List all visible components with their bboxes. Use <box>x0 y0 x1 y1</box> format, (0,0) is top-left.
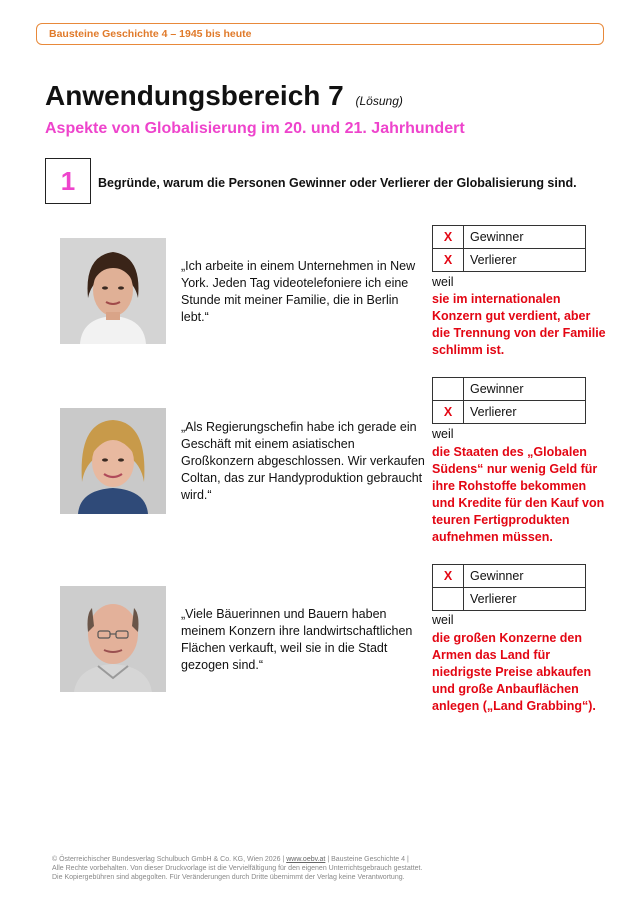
footer-line-1 <box>52 855 612 864</box>
title-sub: (Lösung) <box>355 94 403 108</box>
winner-checkbox[interactable]: X <box>433 226 464 249</box>
option-row-loser <box>433 588 586 611</box>
page-subtitle: Aspekte von Globalisierung im 20. und 21. Jahrhundert <box>45 120 465 137</box>
weil-label: weil <box>432 613 454 627</box>
choice-table-3 <box>432 564 586 611</box>
footer-line-2: Alle Rechte vorbehalten. Von dieser Druckvorlage ist die Vervielfältigung für den eigenen Unterrichtsgebrauch gestattet. <box>52 865 423 872</box>
page-footer <box>52 855 612 882</box>
answer-text-3: die großen Konzerne den Armen das Land für niedrigste Preise abkaufen und große Anbauflächen anlegen („Land Grabbing“). <box>432 631 596 713</box>
task-instruction: Begründe, warum die Personen Gewinner oder Verlierer der Globalisierung sind. <box>98 176 577 190</box>
person-portrait-woman-2 <box>60 408 166 514</box>
header-label: Bausteine Geschichte 4 – 1945 bis heute <box>49 28 252 40</box>
loser-checkbox[interactable]: X <box>433 249 464 272</box>
option-row-winner <box>433 226 586 249</box>
loser-label: Verlierer <box>464 588 586 611</box>
winner-label: Gewinner <box>464 565 586 588</box>
loser-checkbox[interactable] <box>433 588 464 611</box>
loser-label: Verlierer <box>464 249 586 272</box>
person-photo-3 <box>60 586 166 692</box>
choice-table-1 <box>432 225 586 272</box>
winner-label: Gewinner <box>464 378 586 401</box>
footer-link[interactable]: www.oebv.at <box>286 856 326 863</box>
loser-label: Verlierer <box>464 401 586 424</box>
person-quote-3: „Viele Bäuerinnen und Bauern haben meinem Konzern ihre landwirtschaftlichen Flächen verkauft, weil sie in die Stadt gezogen sind.“ <box>181 607 413 672</box>
winner-checkbox[interactable] <box>433 378 464 401</box>
winner-checkbox[interactable]: X <box>433 565 464 588</box>
answer-text-2: die Staaten des „Globalen Südens“ nur wenig Geld für ihre Rohstoffe bekommen und Kredite für den Kauf von teuren Fertigprodukten aufnehmen müssen. <box>432 445 605 544</box>
title-main: Anwendungsbereich 7 <box>45 80 344 111</box>
page-title <box>45 80 403 112</box>
footer-series: | Bausteine Geschichte 4 | <box>327 856 409 863</box>
footer-line-3: Die Kopiergebühren sind abgegolten. Für Veränderungen durch Dritte übernimmt der Verlag keine Verantwortung. <box>52 874 405 881</box>
winner-label: Gewinner <box>464 226 586 249</box>
person-portrait-woman-1 <box>60 238 166 344</box>
task-number-box: 1 <box>45 158 91 204</box>
person-quote-1: „Ich arbeite in einem Unternehmen in New York. Jeden Tag videotelefoniere ich eine Stunde mit meiner Familie, die in Berlin lebt.“ <box>181 259 416 324</box>
answer-text-1: sie im internationalen Konzern gut verdient, aber die Trennung von der Familie schlimm ist. <box>432 292 606 357</box>
person-portrait-man <box>60 586 166 692</box>
option-row-winner <box>433 378 586 401</box>
option-row-loser <box>433 249 586 272</box>
option-row-winner <box>433 565 586 588</box>
footer-copyright: © Österreichischer Bundesverlag Schulbuch GmbH & Co. KG, Wien 2026 | <box>52 856 285 863</box>
option-row-loser <box>433 401 586 424</box>
loser-checkbox[interactable]: X <box>433 401 464 424</box>
header-bar <box>36 23 604 45</box>
weil-label: weil <box>432 275 454 289</box>
weil-label: weil <box>432 427 454 441</box>
person-photo-2 <box>60 408 166 514</box>
choice-table-2 <box>432 377 586 424</box>
person-photo-1 <box>60 238 166 344</box>
person-quote-2: „Als Regierungschefin habe ich gerade ein Geschäft mit einem asiatischen Großkonzern abgeschlossen. Wir verkaufen Coltan, das zur Handyproduktion gebraucht wird.“ <box>181 420 425 502</box>
